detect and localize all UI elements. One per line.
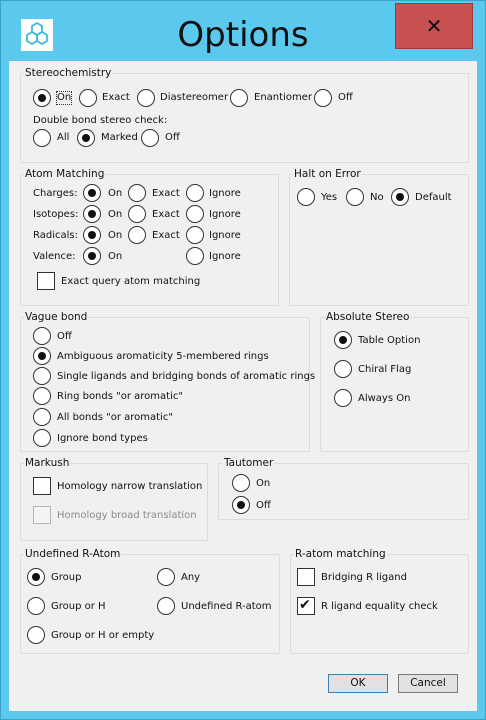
homology-broad-label: Homology broad translation	[57, 510, 197, 521]
valence-on-radio[interactable]	[83, 247, 101, 265]
charges-ignore-label[interactable]: Ignore	[209, 188, 241, 199]
valence-label: Valence:	[33, 251, 76, 262]
charges-ignore-radio[interactable]	[186, 184, 204, 202]
radicals-ignore-radio[interactable]	[186, 226, 204, 244]
charges-exact-label[interactable]: Exact	[152, 188, 180, 199]
radicals-exact-radio[interactable]	[128, 226, 146, 244]
halt-no-radio[interactable]	[346, 188, 364, 206]
vague-off-label[interactable]: Off	[57, 331, 72, 342]
halt-default-label[interactable]: Default	[415, 192, 452, 203]
valence-on-label[interactable]: On	[108, 251, 123, 262]
absolute-table-option-radio[interactable]	[334, 331, 352, 349]
undefined-r-group-radio[interactable]	[27, 568, 45, 586]
double-bond-all-radio[interactable]	[33, 129, 51, 147]
isotopes-ignore-radio[interactable]	[186, 205, 204, 223]
double-bond-all-label[interactable]: All	[57, 132, 70, 143]
halt-default-radio[interactable]	[391, 188, 409, 206]
r-atom-matching-title: R-atom matching	[295, 548, 386, 560]
window-title: Options	[177, 15, 309, 55]
stereo-exact-radio[interactable]	[79, 89, 97, 107]
bridging-r-ligand-label[interactable]: Bridging R ligand	[321, 572, 407, 583]
tautomer-on-label[interactable]: On	[256, 478, 271, 489]
undefined-r-group-or-h-or-empty-radio[interactable]	[27, 626, 45, 644]
homology-narrow-label[interactable]: Homology narrow translation	[57, 481, 203, 492]
dialog-body	[9, 61, 477, 711]
isotopes-on-label[interactable]: On	[108, 209, 123, 220]
ok-button[interactable]: OK	[328, 674, 388, 693]
vague-off-radio[interactable]	[33, 327, 51, 345]
stereo-off-label[interactable]: Off	[338, 92, 353, 103]
undefined-r-undefined-label[interactable]: Undefined R-atom	[181, 601, 272, 612]
radicals-label: Radicals:	[33, 230, 78, 241]
double-bond-label: Double bond stereo check:	[33, 115, 168, 126]
double-bond-marked-label[interactable]: Marked	[101, 132, 138, 143]
undefined-r-group-label[interactable]: Group	[51, 572, 82, 583]
isotopes-label: Isotopes:	[33, 209, 79, 220]
halt-on-error-title: Halt on Error	[294, 168, 361, 180]
valence-ignore-label[interactable]: Ignore	[209, 251, 241, 262]
absolute-chiral-flag-radio[interactable]	[334, 360, 352, 378]
halt-yes-label[interactable]: Yes	[321, 192, 338, 203]
stereochemistry-title: Stereochemistry	[25, 67, 112, 79]
markush-title: Markush	[25, 457, 70, 469]
double-bond-off-radio[interactable]	[141, 129, 159, 147]
bridging-r-ligand-checkbox[interactable]	[297, 568, 315, 586]
homology-broad-checkbox	[33, 506, 51, 524]
tautomer-on-radio[interactable]	[232, 474, 250, 492]
double-bond-marked-radio[interactable]	[77, 129, 95, 147]
absolute-chiral-flag-label[interactable]: Chiral Flag	[358, 364, 412, 375]
exact-query-label[interactable]: Exact query atom matching	[61, 276, 201, 287]
tautomer-title: Tautomer	[224, 457, 274, 469]
vague-ignore-bond-types-label[interactable]: Ignore bond types	[57, 433, 148, 444]
vague-ring-bonds-radio[interactable]	[33, 387, 51, 405]
vague-ring-bonds-label[interactable]: Ring bonds "or aromatic"	[57, 391, 183, 402]
stereo-diastereomer-radio[interactable]	[137, 89, 155, 107]
undefined-r-any-radio[interactable]	[157, 568, 175, 586]
absolute-always-on-label[interactable]: Always On	[358, 393, 411, 404]
isotopes-exact-radio[interactable]	[128, 205, 146, 223]
r-ligand-equality-checkbox[interactable]	[297, 597, 315, 615]
undefined-r-group-or-h-radio[interactable]	[27, 597, 45, 615]
isotopes-exact-label[interactable]: Exact	[152, 209, 180, 220]
undefined-r-atom-title: Undefined R-Atom	[25, 548, 121, 560]
undefined-r-group-or-h-label[interactable]: Group or H	[51, 601, 106, 612]
r-ligand-equality-label[interactable]: R ligand equality check	[321, 601, 438, 612]
undefined-r-undefined-radio[interactable]	[157, 597, 175, 615]
stereo-on-radio[interactable]	[33, 89, 51, 107]
vague-ignore-bond-types-radio[interactable]	[33, 429, 51, 447]
valence-ignore-radio[interactable]	[186, 247, 204, 265]
close-icon: ✕	[425, 14, 443, 38]
homology-narrow-checkbox[interactable]	[33, 477, 51, 495]
absolute-always-on-radio[interactable]	[334, 389, 352, 407]
charges-on-label[interactable]: On	[108, 188, 123, 199]
checkmark-icon: ✔	[299, 597, 311, 613]
undefined-r-any-label[interactable]: Any	[181, 572, 201, 583]
exact-query-checkbox[interactable]	[37, 272, 55, 290]
title-bar[interactable]	[1, 1, 485, 69]
stereo-diastereomer-label[interactable]: Diastereomer	[160, 92, 229, 103]
stereo-enantiomer-label[interactable]: Enantiomer	[254, 92, 312, 103]
isotopes-on-radio[interactable]	[83, 205, 101, 223]
charges-on-radio[interactable]	[83, 184, 101, 202]
stereo-on-label[interactable]: On	[57, 92, 72, 103]
markush-group	[20, 463, 208, 541]
stereo-exact-label[interactable]: Exact	[102, 92, 130, 103]
radicals-on-radio[interactable]	[83, 226, 101, 244]
tautomer-off-radio[interactable]	[232, 496, 250, 514]
radicals-exact-label[interactable]: Exact	[152, 230, 180, 241]
halt-no-label[interactable]: No	[370, 192, 384, 203]
close-button[interactable]	[395, 3, 473, 49]
isotopes-ignore-label[interactable]: Ignore	[209, 209, 241, 220]
undefined-r-group-or-h-or-empty-label[interactable]: Group or H or empty	[51, 630, 155, 641]
absolute-stereo-title: Absolute Stereo	[326, 311, 410, 323]
vague-single-ligands-label[interactable]: Single ligands and bridging bonds of aromatic rings	[57, 371, 316, 382]
charges-exact-radio[interactable]	[128, 184, 146, 202]
vague-all-bonds-label[interactable]: All bonds "or aromatic"	[57, 412, 173, 423]
cancel-button[interactable]: Cancel	[398, 674, 458, 693]
vague-ambiguous-radio[interactable]	[33, 347, 51, 365]
vague-all-bonds-radio[interactable]	[33, 408, 51, 426]
vague-ambiguous-label[interactable]: Ambiguous aromaticity 5-membered rings	[57, 351, 269, 362]
tautomer-off-label[interactable]: Off	[256, 500, 271, 511]
atom-matching-title: Atom Matching	[25, 168, 105, 180]
halt-yes-radio[interactable]	[297, 188, 315, 206]
vague-single-ligands-radio[interactable]	[33, 367, 51, 385]
double-bond-off-label[interactable]: Off	[165, 132, 180, 143]
radicals-on-label[interactable]: On	[108, 230, 123, 241]
vague-bond-title: Vague bond	[25, 311, 88, 323]
stereo-off-radio[interactable]	[314, 89, 332, 107]
stereo-enantiomer-radio[interactable]	[230, 89, 248, 107]
absolute-table-option-label[interactable]: Table Option	[358, 335, 421, 346]
charges-label: Charges:	[33, 188, 78, 199]
radicals-ignore-label[interactable]: Ignore	[209, 230, 241, 241]
